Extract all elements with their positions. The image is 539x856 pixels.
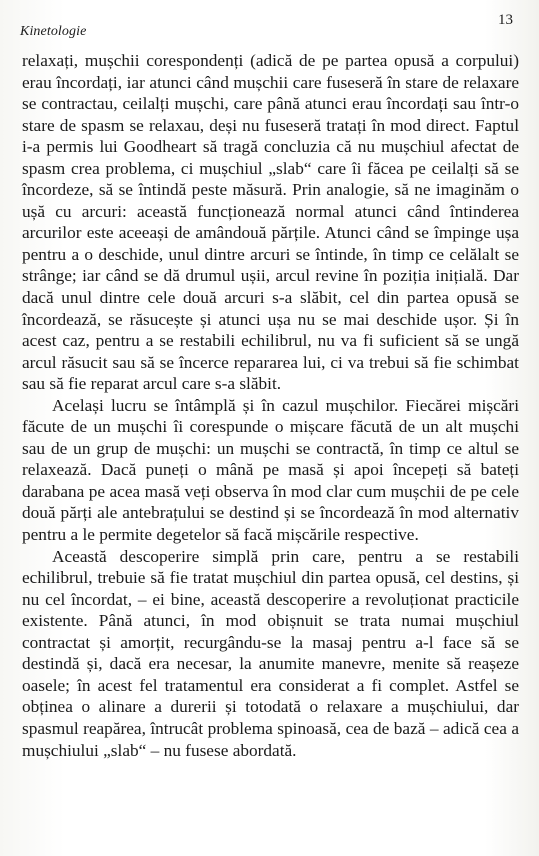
paragraph-3: Această descoperire simplă prin care, pentru a se restabili echilibrul, trebuie să fie tratat mușchiul din partea opusă, cel destins, și nu cel încordat, – ei bine, această descoperire a revoluționat practicile existente. Până atunci, în mod obișnuit se trata numai mușchiul contractat și amorțit, recurgându-se la masaj pentru a-l face să se destindă și, dacă era necesar, la anumite manevre, menite să reașeze oasele; în acest fel tratamentul era considerat a fi complet. Astfel se obținea o alinare a durerii și totodată o relaxare a mușchiului, dar spasmul reapărea, întrucât problema spinoasă, cea de bază – adică cea a mușchiului „slab“ – nu fusese abordată. [22,546,519,760]
body-text [22,50,519,761]
paragraph-1: relaxați, mușchii corespondenți (adică de pe partea opusă a corpului) erau încordați, iar atunci când mușchii care fuseseră în stare de relaxare se contractau, ceilalți mușchi, care până atunci erau încordați sau într-o stare de spasm se relaxau, deși nu fuseseră tratați în mod direct. Faptul i-a permis lui Goodheart să tragă concluzia că nu mușchiul afectat de spasm crea problema, ci mușchiul „slab“ care îi făcea pe ceilalți să se încordeze, să se întindă peste măsură. Prin analogie, să ne imaginăm o ușă cu arcuri: această funcționează normal atunci când întinderea arcurilor este aceeași de amândouă părțile. Atunci când se împinge ușa pentru a o deschide, unul dintre arcuri se întinde, în timp ce celălalt se strânge; iar când se dă drumul ușii, arcul revine în poziția inițială. Dar dacă unul dintre cele două arcuri s-a slăbit, cel din partea opusă se încordează, se răsucește și atunci ușa nu se mai deschide ușor. Și în acest caz, pentru a se restabili echilibrul, nu va fi suficient să se ungă arcul răsucit sau să se încerce repararea lui, ci va trebui să fie schimbat sau să fie reparat arcul care s-a slăbit. [22,51,519,394]
page-header [20,12,513,38]
paragraph-2: Același lucru se întâmplă și în cazul mușchilor. Fiecărei mișcări făcute de un mușchi îi corespunde o mișcare făcută de un alt mușchi sau de un grup de mușchi: un mușchi se contractă, în timp ce altul se relaxează. Dacă puneți o mână pe masă și apoi începeți să bateți darabana pe acea masă veți observa în mod clar cum mușchii de pe cele două părți ale antebrațului se destind și se încordează în mod alternativ pentru a le permite degetelor să facă mișcările respective. [22,395,519,545]
running-head: Kinetologie [20,24,87,39]
page-number: 13 [498,12,513,28]
